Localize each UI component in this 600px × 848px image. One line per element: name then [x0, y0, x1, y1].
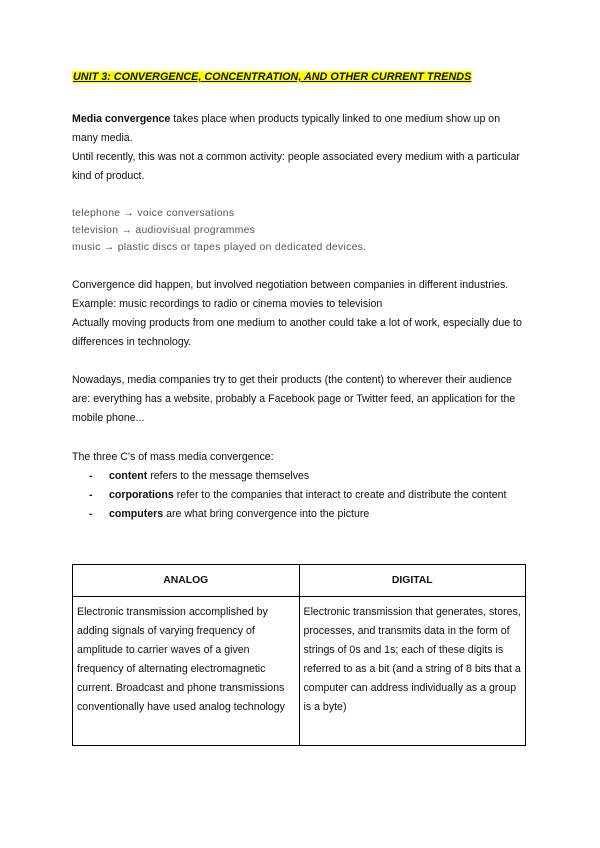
intro-paragraph: [72, 110, 527, 186]
media-convergence-term: Media convergence: [72, 113, 171, 125]
example-music: music → plastic discs or tapes played on dedicated devices.: [72, 242, 367, 253]
convergence-definition: [72, 110, 527, 148]
convergence-line-2: Actually moving products from one medium to another could take a lot of work, especially due to differences in technology.: [72, 317, 522, 348]
corporations-term: corporations: [109, 489, 174, 501]
intro-line-2: Until recently, this was not a common activity: people associated every medium with a particular kind of product.: [72, 151, 520, 182]
example-list: [72, 205, 527, 256]
list-item: [72, 467, 527, 486]
analog-header: ANALOG: [73, 565, 300, 597]
digital-cell: Electronic transmission that generates, stores, processes, and transmits data in the form of strings of 0s and 1s; each of these digits is referred to as a bit (and a string of 8 bits that a computer can address individually as a group is a byte): [299, 597, 526, 746]
analog-digital-table: [72, 564, 526, 746]
nowadays-paragraph: Nowadays, media companies try to get their products (the content) to wherever their audience are: everything has a website, probably a Facebook page or Twitter feed, an application for the mobile phone...: [72, 374, 516, 424]
definition-text: takes place when products typically linked to one medium show up on many media.: [72, 113, 501, 144]
example-television: television → audiovisual programmes: [72, 225, 256, 236]
computers-term: computers: [109, 508, 164, 520]
convergence-line-1: Convergence did happen, but involved negotiation between companies in different industries. Example: music recordings to radio or cinema movies to television: [72, 279, 509, 310]
example-telephone: telephone → voice conversations: [72, 208, 235, 219]
convergence-paragraph: [72, 276, 527, 352]
unit-title: UNIT 3: CONVERGENCE, CONCENTRATION, AND OTHER CURRENT TRENDS: [73, 71, 472, 83]
computers-text: are what bring convergence into the picture: [163, 508, 370, 520]
three-cs-list: [72, 467, 527, 524]
three-cs-section: [72, 448, 527, 524]
table-header-row: [73, 565, 526, 597]
analog-cell: Electronic transmission accomplished by adding signals of varying frequency of amplitude to carrier waves of a given frequency of alternating electromagnetic current. Broadcast and phone transmissions conventionally have used analog technology: [73, 597, 300, 746]
list-item: [72, 486, 527, 505]
table-row: [73, 597, 526, 746]
digital-header: DIGITAL: [299, 565, 526, 597]
content-term: content: [109, 470, 148, 482]
list-item: [72, 505, 527, 524]
content-text: refers to the message themselves: [147, 470, 310, 482]
three-cs-heading: The three C's of mass media convergence:: [72, 451, 274, 463]
corporations-text: refer to the companies that interact to create and distribute the content: [173, 489, 507, 501]
